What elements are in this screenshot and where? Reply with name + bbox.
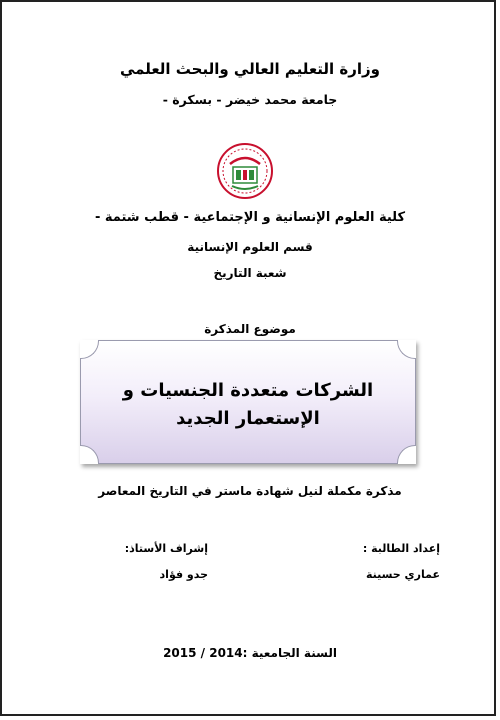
- thesis-title: الشركات متعددة الجنسيات و الإستعمار الجديد: [122, 380, 374, 429]
- university-logo-icon: [216, 142, 274, 200]
- thesis-title-box: [80, 340, 416, 464]
- academic-year-label: السنة الجامعية :2014: [209, 646, 337, 660]
- faculty-name: كلية العلوم الإنسانية و الإجتماعية - قطب شتمة -: [94, 210, 406, 225]
- ministry-title: وزارة التعليم العالي والبحث العلمي: [119, 60, 381, 78]
- academic-year-end: 2015: [163, 646, 197, 660]
- thesis-purpose: مذكرة مكملة لنيل شهادة ماستر في التاريخ المعاصر: [98, 484, 402, 498]
- supervisor-label: إشراف الأستاذ:: [124, 542, 208, 555]
- department-name: قسم العلوم الإنسانية: [187, 240, 313, 254]
- supervisor-name: جدو فؤاد: [159, 568, 208, 581]
- academic-year-separator: /: [196, 646, 210, 660]
- student-name: عماري حسينة: [365, 568, 440, 581]
- branch-name: شعبة التاريخ: [213, 266, 287, 280]
- academic-year: [0, 646, 500, 660]
- topic-label: موضوع المذكرة: [204, 322, 296, 336]
- university-name: جامعة محمد خيضر - بسكرة -: [162, 92, 338, 107]
- student-label: إعداد الطالبة :: [362, 542, 440, 555]
